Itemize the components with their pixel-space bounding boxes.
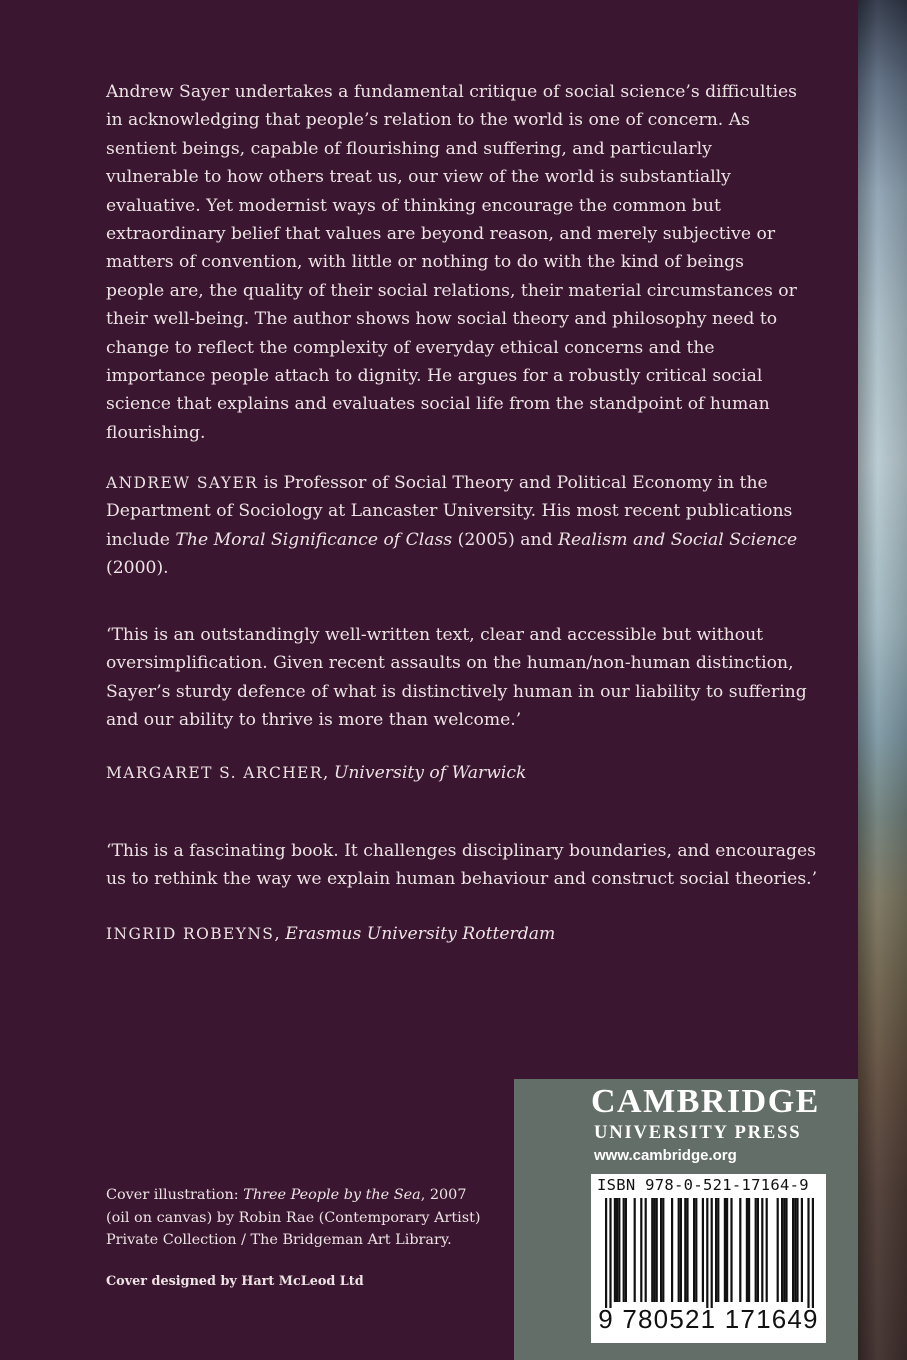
review-quote-2: ‘This is a fascinating book. It challenges disciplinary boundaries, and encourages us to rethink the way we explain human behaviour and construct social theories.’ <box>106 841 818 890</box>
barcode-bar <box>640 1198 642 1302</box>
barcode-bar <box>812 1198 814 1308</box>
isbn-label: ISBN 978-0-521-17164-9 <box>597 1176 809 1194</box>
bio-text-3: (2000). <box>106 558 169 579</box>
barcode-bar <box>695 1198 697 1302</box>
cover-painting-strip <box>858 0 907 1360</box>
barcode-bar <box>746 1198 748 1302</box>
barcode-bar <box>678 1198 680 1302</box>
reviewer-name-1: MARGARET S. ARCHER <box>106 764 323 782</box>
barcode-bar <box>792 1198 794 1302</box>
barcode-bar <box>755 1198 757 1302</box>
barcode-bars <box>591 1198 826 1308</box>
credit-label: Cover illustration: <box>106 1187 244 1203</box>
barcode-bar <box>702 1198 704 1302</box>
reviewer-name-2: INGRID ROBEYNS <box>106 925 275 943</box>
barcode-bar <box>796 1198 798 1302</box>
barcode-bar <box>684 1198 686 1302</box>
cover-illustration-credit <box>106 1184 506 1252</box>
barcode-bar <box>717 1198 719 1302</box>
barcode-bar <box>693 1198 695 1302</box>
bio-title-2: Realism and Social Science <box>558 529 798 550</box>
barcode-bar <box>618 1198 620 1302</box>
barcode-bar <box>634 1198 636 1302</box>
barcode-bar <box>605 1198 607 1308</box>
author-bio <box>106 469 816 583</box>
publisher-url: www.cambridge.org <box>594 1147 737 1164</box>
barcode-bar <box>794 1198 796 1302</box>
publisher-panel <box>514 1079 858 1360</box>
barcode-bar <box>671 1198 673 1302</box>
barcode-bar <box>609 1198 611 1308</box>
barcode-bar <box>616 1198 618 1302</box>
barcode-bar <box>706 1198 708 1308</box>
barcode-bar <box>653 1198 655 1302</box>
barcode-bar <box>724 1198 726 1302</box>
barcode-bar <box>730 1198 732 1302</box>
book-description: Andrew Sayer undertakes a fundamental critique of social science’s difficulties in acknowledging that people’s relation to the world is one of concern. As sentient beings, capable of flourishing and suffering, and particularly vulnerable to how others treat us, our view of the world is substantially evaluative. Yet modernist ways of thinking encourage the common but extraordinary belief that values are beyond reason, and merely subjective or matters of convention, with little or nothing to do with the kind of beings people are, the quality of their social relations, their material circumstances or their well-being. The author shows how social theory and philosophy need to change to reflect the complexity of everyday ethical concerns and the importance people attach to dignity. He argues for a robustly critical social science that explains and evaluates social life from the standpoint of human flourishing. <box>106 82 797 443</box>
barcode-bar <box>739 1198 741 1302</box>
author-name: ANDREW SAYER <box>106 474 259 492</box>
publisher-subtitle: UNIVERSITY PRESS <box>594 1122 802 1143</box>
bio-title-1: The Moral Significance of Class <box>175 529 453 550</box>
barcode-bar <box>656 1198 658 1302</box>
barcode-bar <box>645 1198 647 1302</box>
barcode-bar <box>785 1198 787 1302</box>
reviewer-affiliation-1: University of Warwick <box>333 763 527 783</box>
barcode-bar <box>625 1198 627 1302</box>
barcode-bar <box>748 1198 750 1302</box>
barcode-bar <box>715 1198 717 1302</box>
barcode-bar <box>680 1198 682 1302</box>
credit-collection: Private Collection / The Bridgeman Art Library. <box>106 1232 452 1248</box>
barcode-bar <box>766 1198 768 1302</box>
attribution-separator-2: , <box>274 924 286 944</box>
review-attribution-1 <box>106 759 526 787</box>
credit-year: , 2007 <box>420 1187 467 1203</box>
isbn-barcode <box>591 1174 826 1343</box>
barcode-bar <box>651 1198 653 1302</box>
barcode-bar <box>660 1198 662 1302</box>
bio-text-2: (2005) and <box>452 529 559 550</box>
bio-text-1: is Professor of Social Theory and Political Economy in the Department of Sociology at Lancaster University. His most recent publications include <box>106 473 793 550</box>
attribution-separator-1: , <box>322 763 334 783</box>
barcode-bar <box>783 1198 785 1302</box>
cover-designer-credit: Cover designed by Hart McLeod Ltd <box>106 1274 364 1289</box>
credit-medium: (oil on canvas) by Robin Rae (Contemporary Artist) <box>106 1209 481 1226</box>
barcode-bar <box>711 1198 713 1308</box>
reviewer-affiliation-2: Erasmus University Rotterdam <box>285 924 556 944</box>
barcode-bar <box>777 1198 779 1302</box>
barcode-bar <box>781 1198 783 1302</box>
publisher-name: CAMBRIDGE <box>591 1083 820 1120</box>
barcode-bar <box>761 1198 763 1302</box>
barcode-bar <box>662 1198 664 1302</box>
barcode-bar <box>757 1198 759 1302</box>
barcode-bar <box>726 1198 728 1302</box>
painting-title: Three People by the Sea <box>243 1187 421 1203</box>
review-quote-1: ‘This is an outstandingly well-written text, clear and accessible but without oversimplification. Given recent assaults on the human/non-human distinction, Sayer’s sturdy defence of what is distinctively human in our liability to suffering and our ability to thrive is more than welcome.’ <box>106 625 807 731</box>
barcode-bar <box>614 1198 616 1302</box>
barcode-bar <box>686 1198 688 1302</box>
barcode-bar <box>623 1198 625 1302</box>
review-attribution-2 <box>106 920 555 948</box>
barcode-bar <box>801 1198 803 1302</box>
barcode-bar <box>807 1198 809 1308</box>
isbn-digits: 9 780521 171649 <box>598 1304 819 1334</box>
